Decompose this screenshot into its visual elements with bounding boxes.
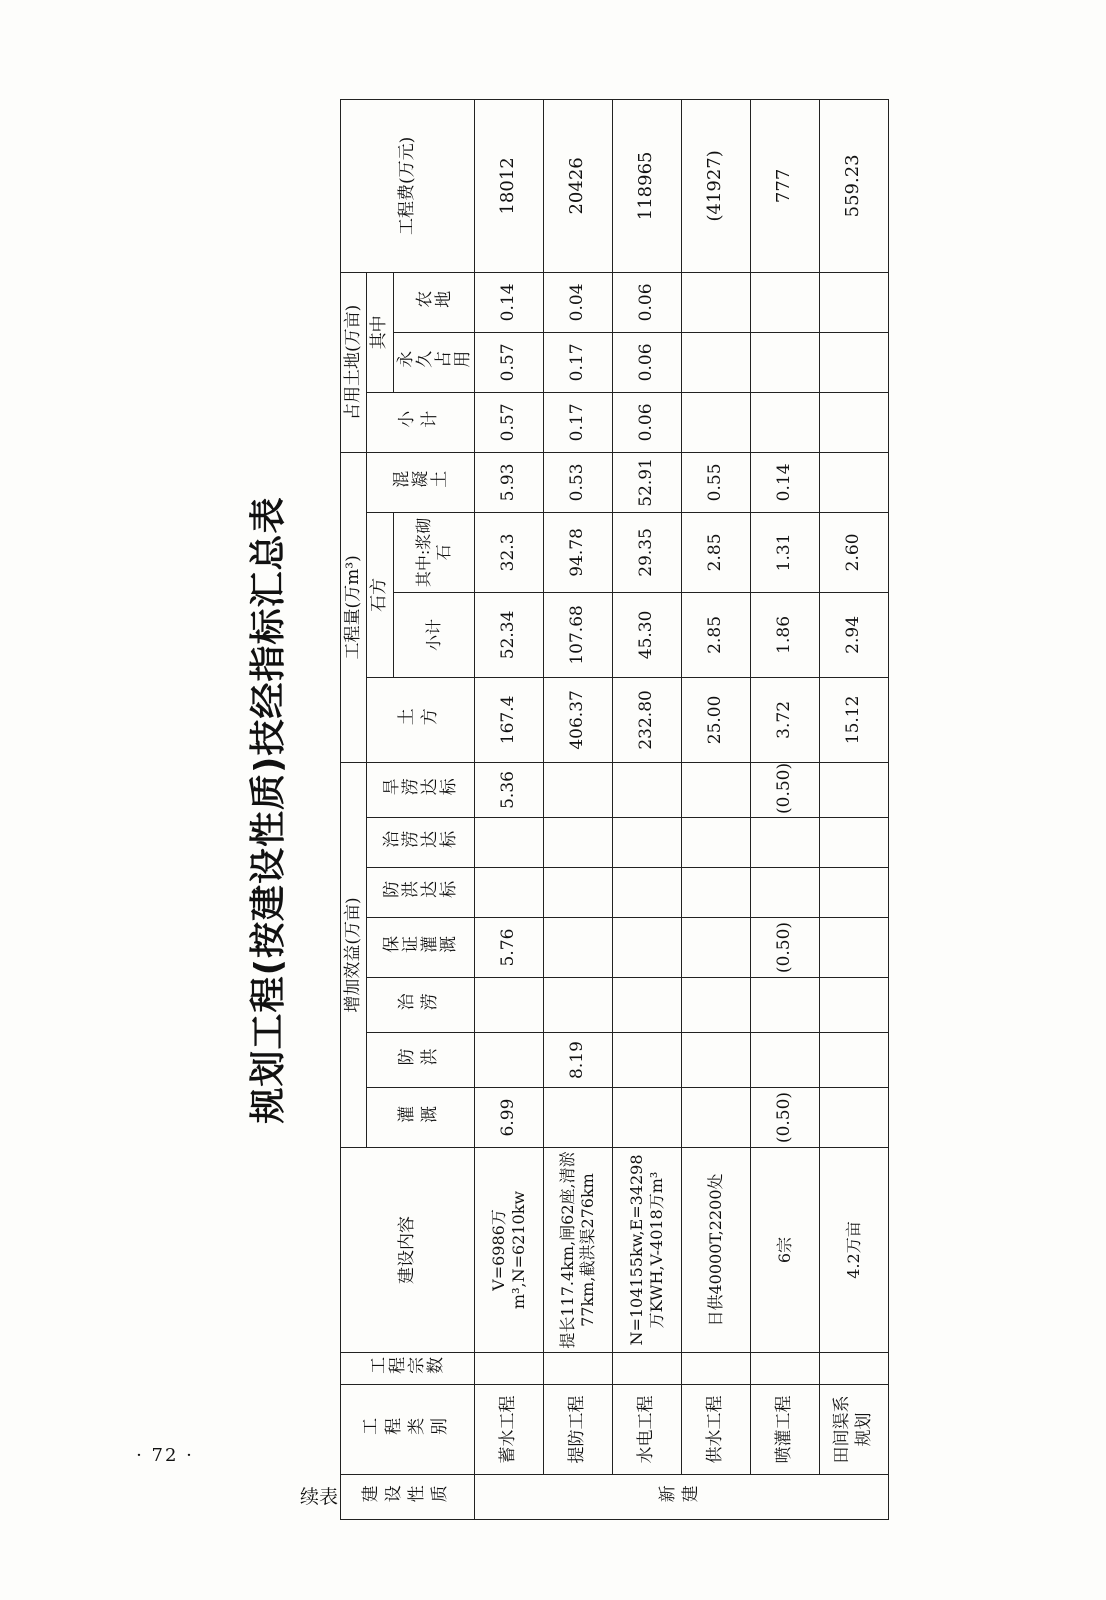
irrigation-cell: 6.99 (474, 1088, 543, 1148)
table-row (681, 99, 750, 1519)
header-count: 工程宗数 (341, 1353, 475, 1385)
concrete-cell: 0.53 (543, 452, 612, 512)
land-subtotal-cell (681, 392, 750, 452)
land-permanent-cell: 0.17 (543, 332, 612, 392)
header-waterlogging-control: 治涝 (367, 978, 474, 1033)
land-permanent-cell: 0.57 (474, 332, 543, 392)
stone-of-which-cell: 29.35 (612, 512, 681, 592)
drought-standard-cell (612, 762, 681, 817)
category-cell: 田间渠系规划 (819, 1385, 888, 1475)
stone-of-which-cell: 2.60 (819, 512, 888, 592)
header-stone-of-which: 其中:浆砌石 (393, 512, 474, 592)
land-subtotal-cell (750, 392, 819, 452)
stone-subtotal-cell: 52.34 (474, 592, 543, 677)
cost-cell: 777 (750, 99, 819, 272)
category-cell: 提防工程 (543, 1385, 612, 1475)
guaranteed-irrigation-cell (681, 918, 750, 978)
flood-standard-cell (474, 868, 543, 918)
flood-standard-cell (543, 868, 612, 918)
waterlogging-control-cell (750, 978, 819, 1033)
guaranteed-irrigation-cell: (0.50) (750, 918, 819, 978)
header-land-farm: 农地 (393, 272, 474, 332)
earthwork-cell: 3.72 (750, 677, 819, 762)
content-cell: 4.2万亩 (819, 1148, 888, 1353)
earthwork-cell: 232.80 (612, 677, 681, 762)
stone-subtotal-cell: 107.68 (543, 592, 612, 677)
count-cell (819, 1353, 888, 1385)
irrigation-cell (543, 1088, 612, 1148)
header-land-subtotal: 小计 (367, 392, 474, 452)
header-flood-standard: 防洪达标 (367, 868, 474, 918)
stone-subtotal-cell: 45.30 (612, 592, 681, 677)
header-concrete: 混凝土 (367, 452, 474, 512)
stone-of-which-cell: 94.78 (543, 512, 612, 592)
header-benefit-group: 增加效益(万亩) (341, 762, 367, 1147)
content-cell: V=6986万m³,N=6210kw (474, 1148, 543, 1353)
cost-cell: 118965 (612, 99, 681, 272)
category-cell: 喷灌工程 (750, 1385, 819, 1475)
stone-of-which-cell: 1.31 (750, 512, 819, 592)
flood-control-cell (474, 1033, 543, 1088)
land-farm-cell: 0.06 (612, 272, 681, 332)
land-farm-cell: 0.04 (543, 272, 612, 332)
summary-table (340, 99, 889, 1520)
header-land-of-which: 其中 (367, 272, 393, 392)
drought-standard-cell (543, 762, 612, 817)
waterlogging-standard-cell (681, 818, 750, 868)
drought-standard-cell: 5.36 (474, 762, 543, 817)
waterlogging-standard-cell (750, 818, 819, 868)
count-cell (543, 1353, 612, 1385)
guaranteed-irrigation-cell: 5.76 (474, 918, 543, 978)
land-farm-cell (819, 272, 888, 332)
waterlogging-standard-cell (819, 818, 888, 868)
cost-cell: 559.23 (819, 99, 888, 272)
content-cell: 日供40000T,2200处 (681, 1148, 750, 1353)
stone-of-which-cell: 2.85 (681, 512, 750, 592)
land-subtotal-cell: 0.57 (474, 392, 543, 452)
land-permanent-cell: 0.06 (612, 332, 681, 392)
land-permanent-cell (819, 332, 888, 392)
waterlogging-standard-cell (612, 818, 681, 868)
stone-subtotal-cell: 2.85 (681, 592, 750, 677)
land-subtotal-cell: 0.17 (543, 392, 612, 452)
flood-standard-cell (750, 868, 819, 918)
concrete-cell: 5.93 (474, 452, 543, 512)
header-stonework: 石方 (367, 512, 393, 677)
continued-label: 续表 (300, 1486, 339, 1508)
irrigation-cell (819, 1088, 888, 1148)
drought-standard-cell (681, 762, 750, 817)
cost-cell: 20426 (543, 99, 612, 272)
guaranteed-irrigation-cell (819, 918, 888, 978)
waterlogging-control-cell (819, 978, 888, 1033)
nature-cell: 新建 (474, 1475, 888, 1520)
flood-standard-cell (681, 868, 750, 918)
document-title: 规划工程(按建设性质)技经指标汇总表 (248, 496, 289, 1124)
earthwork-cell: 25.00 (681, 677, 750, 762)
waterlogging-control-cell (612, 978, 681, 1033)
stone-subtotal-cell: 2.94 (819, 592, 888, 677)
count-cell (612, 1353, 681, 1385)
flood-standard-cell (819, 868, 888, 918)
flood-control-cell: 8.19 (543, 1033, 612, 1088)
irrigation-cell (681, 1088, 750, 1148)
earthwork-cell: 406.37 (543, 677, 612, 762)
header-quantity-group: 工程量(万m³) (341, 452, 367, 762)
concrete-cell: 0.55 (681, 452, 750, 512)
header-guaranteed-irrigation: 保证灌溉 (367, 918, 474, 978)
header-irrigation: 灌溉 (367, 1088, 474, 1148)
header-stone-subtotal: 小计 (393, 592, 474, 677)
page-number: · 72 · (136, 1445, 194, 1466)
table-row (474, 99, 543, 1519)
summary-table-wrap (340, 99, 889, 1520)
table-row (543, 99, 612, 1519)
waterlogging-standard-cell (543, 818, 612, 868)
waterlogging-standard-cell (474, 818, 543, 868)
header-waterlogging-standard: 治涝达标 (367, 818, 474, 868)
waterlogging-control-cell (543, 978, 612, 1033)
content-cell: 6宗 (750, 1148, 819, 1353)
cost-cell: (41927) (681, 99, 750, 272)
irrigation-cell (612, 1088, 681, 1148)
concrete-cell (819, 452, 888, 512)
header-content: 建设内容 (341, 1148, 475, 1353)
category-cell: 水电工程 (612, 1385, 681, 1475)
guaranteed-irrigation-cell (612, 918, 681, 978)
header-flood-control: 防洪 (367, 1033, 474, 1088)
concrete-cell: 0.14 (750, 452, 819, 512)
header-category: 工程类别 (341, 1385, 475, 1475)
header-nature: 建设性质 (341, 1475, 475, 1520)
category-cell: 蓄水工程 (474, 1385, 543, 1475)
flood-control-cell (819, 1033, 888, 1088)
flood-control-cell (750, 1033, 819, 1088)
header-drought-standard: 旱涝达标 (367, 762, 474, 817)
header-land-permanent: 永久占用 (393, 332, 474, 392)
waterlogging-control-cell (681, 978, 750, 1033)
content-cell: N=104155kw,E=34298万KWH,V-4018万m³ (612, 1148, 681, 1353)
header-cost: 工程费(万元) (341, 99, 475, 272)
earthwork-cell: 167.4 (474, 677, 543, 762)
land-farm-cell: 0.14 (474, 272, 543, 332)
category-cell: 供水工程 (681, 1385, 750, 1475)
drought-standard-cell (819, 762, 888, 817)
flood-control-cell (681, 1033, 750, 1088)
stone-subtotal-cell: 1.86 (750, 592, 819, 677)
drought-standard-cell: (0.50) (750, 762, 819, 817)
earthwork-cell: 15.12 (819, 677, 888, 762)
concrete-cell: 52.91 (612, 452, 681, 512)
count-cell (681, 1353, 750, 1385)
rotated-page-content (240, 100, 900, 1520)
land-permanent-cell (681, 332, 750, 392)
header-land-group: 占用土地(万亩) (341, 272, 367, 452)
irrigation-cell: (0.50) (750, 1088, 819, 1148)
header-row-1 (341, 99, 367, 1519)
count-cell (750, 1353, 819, 1385)
stone-of-which-cell: 32.3 (474, 512, 543, 592)
flood-control-cell (612, 1033, 681, 1088)
table-row (750, 99, 819, 1519)
land-subtotal-cell: 0.06 (612, 392, 681, 452)
cost-cell: 18012 (474, 99, 543, 272)
flood-standard-cell (612, 868, 681, 918)
header-earthwork: 土方 (367, 677, 474, 762)
guaranteed-irrigation-cell (543, 918, 612, 978)
land-subtotal-cell (819, 392, 888, 452)
land-farm-cell (681, 272, 750, 332)
content-cell: 提长117.4km,闸62座,清淤77km,截洪渠276km (543, 1148, 612, 1353)
count-cell (474, 1353, 543, 1385)
table-row (819, 99, 888, 1519)
table-row (612, 99, 681, 1519)
land-permanent-cell (750, 332, 819, 392)
land-farm-cell (750, 272, 819, 332)
waterlogging-control-cell (474, 978, 543, 1033)
